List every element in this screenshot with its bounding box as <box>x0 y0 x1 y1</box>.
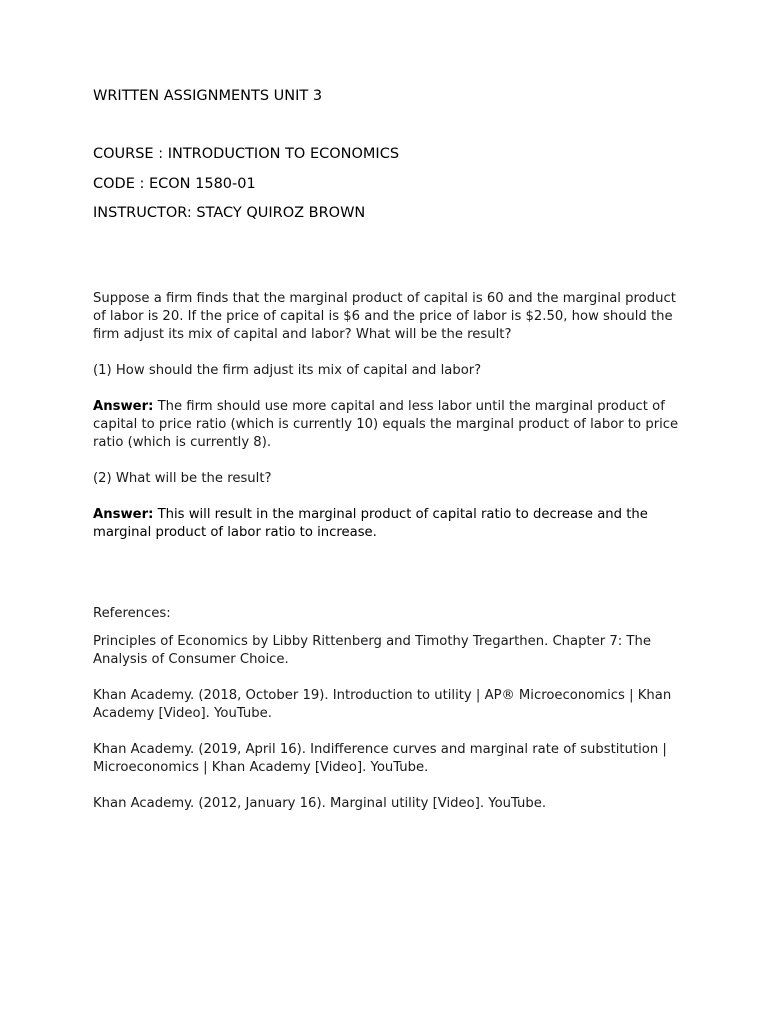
answer-2-label: Answer: <box>93 507 154 522</box>
reference-item: Khan Academy. (2019, April 16). Indifference curves and marginal rate of substitution | Microeconomics | Khan Academy [Video]. YouTube. <box>93 742 667 775</box>
question-2: (2) What will be the result? <box>93 471 272 486</box>
answer-2 <box>93 506 683 542</box>
reference-item: Khan Academy. (2018, October 19). Introduction to utility | AP® Microeconomics | Khan Academy [Video]. YouTube. <box>93 688 672 721</box>
references-title: References: <box>93 606 171 621</box>
references-section <box>93 605 683 831</box>
reference-item: Khan Academy. (2012, January 16). Marginal utility [Video]. YouTube. <box>93 796 547 811</box>
question-section <box>93 290 683 560</box>
course-line: COURSE : INTRODUCTION TO ECONOMICS <box>93 146 400 162</box>
answer-1-label: Answer: <box>93 399 154 414</box>
answer-2-text: This will result in the marginal product of capital ratio to decrease and the marginal product of labor ratio to increase. <box>93 507 648 540</box>
question-prompt: Suppose a firm finds that the marginal product of capital is 60 and the marginal product of labor is 20. If the price of capital is $6 and the price of labor is $2.50, how should the firm adjust its mix of capital and labor? What will be the result? <box>93 291 676 342</box>
question-1: (1) How should the firm adjust its mix of capital and labor? <box>93 363 482 378</box>
course-code-line: CODE : ECON 1580-01 <box>93 176 256 192</box>
instructor-line: INSTRUCTOR: STACY QUIROZ BROWN <box>93 205 366 221</box>
answer-1 <box>93 398 683 452</box>
reference-item: Principles of Economics by Libby Rittenberg and Timothy Tregarthen. Chapter 7: The Analysis of Consumer Choice. <box>93 634 651 667</box>
document-title: WRITTEN ASSIGNMENTS UNIT 3 <box>93 88 323 104</box>
answer-1-text: The firm should use more capital and less labor until the marginal product of capital to price ratio (which is currently 10) equals the marginal product of labor to price ratio (which is currently 8). <box>93 399 679 450</box>
